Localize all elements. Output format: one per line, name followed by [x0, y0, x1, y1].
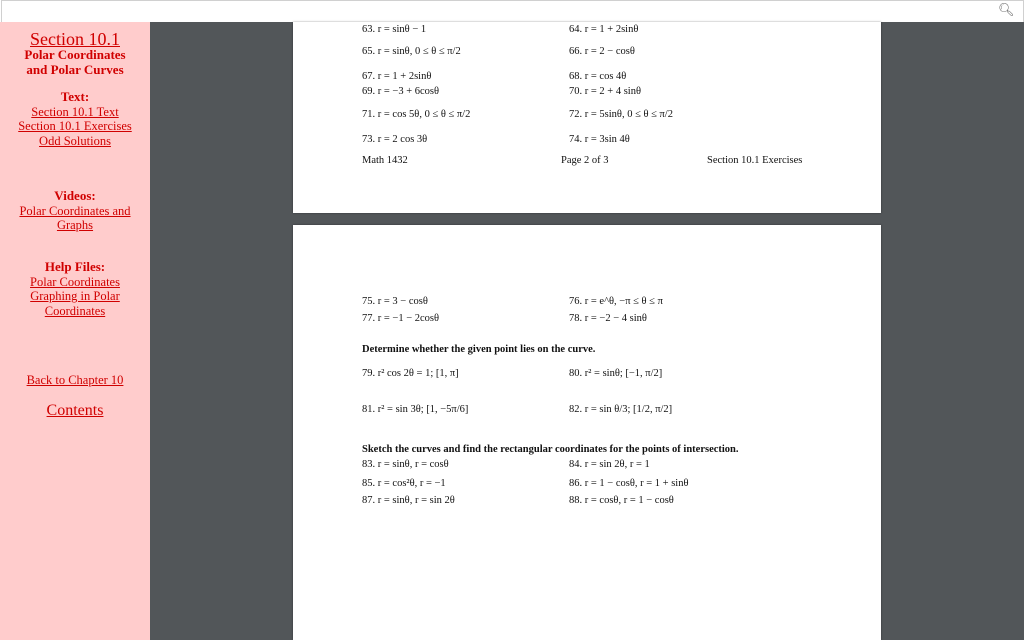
- subtitle-line-2: and Polar Curves: [26, 62, 124, 77]
- address-field[interactable]: [1, 0, 1024, 23]
- back-to-chapter-link[interactable]: Back to Chapter 10: [26, 373, 124, 387]
- problem-72: 72. r = 5sinθ, 0 ≤ θ ≤ π/2: [569, 109, 673, 120]
- problem-64: 64. r = 1 + 2sinθ: [569, 24, 639, 35]
- section-text-link[interactable]: Section 10.1 Text: [31, 104, 119, 119]
- footer-section: Section 10.1 Exercises: [707, 155, 803, 166]
- videos-heading: Videos:: [54, 188, 96, 203]
- video-link-line-1: Polar Coordinates and: [19, 203, 131, 218]
- text-heading: Text:: [60, 89, 90, 104]
- problem-85: 85. r = cos²θ, r = −1: [362, 478, 446, 489]
- problem-80: 80. r² = sinθ; [−1, π/2]: [569, 368, 663, 379]
- problem-66: 66. r = 2 − cosθ: [569, 46, 635, 57]
- section-title-link[interactable]: Section 10.1: [30, 29, 120, 49]
- footer-course: Math 1432: [362, 155, 408, 166]
- problem-71: 71. r = cos 5θ, 0 ≤ θ ≤ π/2: [362, 109, 471, 120]
- help-link-graphing[interactable]: [0, 289, 150, 318]
- problem-70: 70. r = 2 + 4 sinθ: [569, 86, 641, 97]
- problem-82: 82. r = sin θ/3; [1/2, π/2]: [569, 404, 673, 415]
- problem-76: 76. r = e^θ, −π ≤ θ ≤ π: [569, 296, 663, 307]
- problem-73: 73. r = 2 cos 3θ: [362, 134, 428, 145]
- problem-83: 83. r = sinθ, r = cosθ: [362, 459, 449, 470]
- section-subtitle: [0, 47, 150, 77]
- sidebar: [0, 22, 150, 640]
- problem-77: 77. r = −1 − 2cosθ: [362, 313, 440, 324]
- pdf-page-3: [293, 225, 881, 640]
- problem-79: 79. r² cos 2θ = 1; [1, π]: [362, 368, 459, 379]
- odd-solutions-link[interactable]: Odd Solutions: [39, 133, 111, 148]
- problem-84: 84. r = sin 2θ, r = 1: [569, 459, 650, 470]
- problem-67: 67. r = 1 + 2sinθ: [362, 71, 432, 82]
- pdf-viewer[interactable]: [150, 22, 1024, 640]
- video-link-line-2: Graphs: [56, 218, 94, 232]
- magnifier-icon[interactable]: 🔍︎: [998, 3, 1015, 18]
- section-heading-point-on-curve: Determine whether the given point lies on the curve.: [362, 344, 596, 355]
- problem-87: 87. r = sinθ, r = sin 2θ: [362, 495, 455, 506]
- video-link[interactable]: [0, 204, 150, 233]
- problem-74: 74. r = 3sin 4θ: [569, 134, 630, 145]
- problem-88: 88. r = cosθ, r = 1 − cosθ: [569, 495, 674, 506]
- videos-section: [0, 189, 150, 233]
- text-section: [0, 90, 150, 148]
- footer-page-number: Page 2 of 3: [561, 155, 609, 166]
- problem-78: 78. r = −2 − 4 sinθ: [569, 313, 647, 324]
- contents-link[interactable]: Contents: [46, 402, 104, 419]
- problem-63: 63. r = sinθ − 1: [362, 24, 427, 35]
- problem-75: 75. r = 3 − cosθ: [362, 296, 428, 307]
- problem-65: 65. r = sinθ, 0 ≤ θ ≤ π/2: [362, 46, 461, 57]
- problem-68: 68. r = cos 4θ: [569, 71, 627, 82]
- problem-81: 81. r² = sin 3θ; [1, −5π/6]: [362, 404, 469, 415]
- help-link-polar-coordinates[interactable]: Polar Coordinates: [30, 274, 120, 289]
- section-heading-intersection: Sketch the curves and find the rectangular coordinates for the points of intersection.: [362, 444, 739, 455]
- help-link-graphing-line-2: Coordinates: [44, 303, 106, 318]
- help-heading: Help Files:: [44, 259, 106, 274]
- problem-86: 86. r = 1 − cosθ, r = 1 + sinθ: [569, 478, 689, 489]
- help-link-graphing-line-1: Graphing in Polar: [30, 289, 120, 303]
- help-section: [0, 260, 150, 318]
- pdf-page-2: [293, 22, 881, 213]
- top-toolbar: [0, 0, 1024, 23]
- subtitle-line-1: Polar Coordinates: [24, 47, 126, 62]
- problem-69: 69. r = −3 + 6cosθ: [362, 86, 440, 97]
- section-exercises-link[interactable]: Section 10.1 Exercises: [18, 119, 132, 133]
